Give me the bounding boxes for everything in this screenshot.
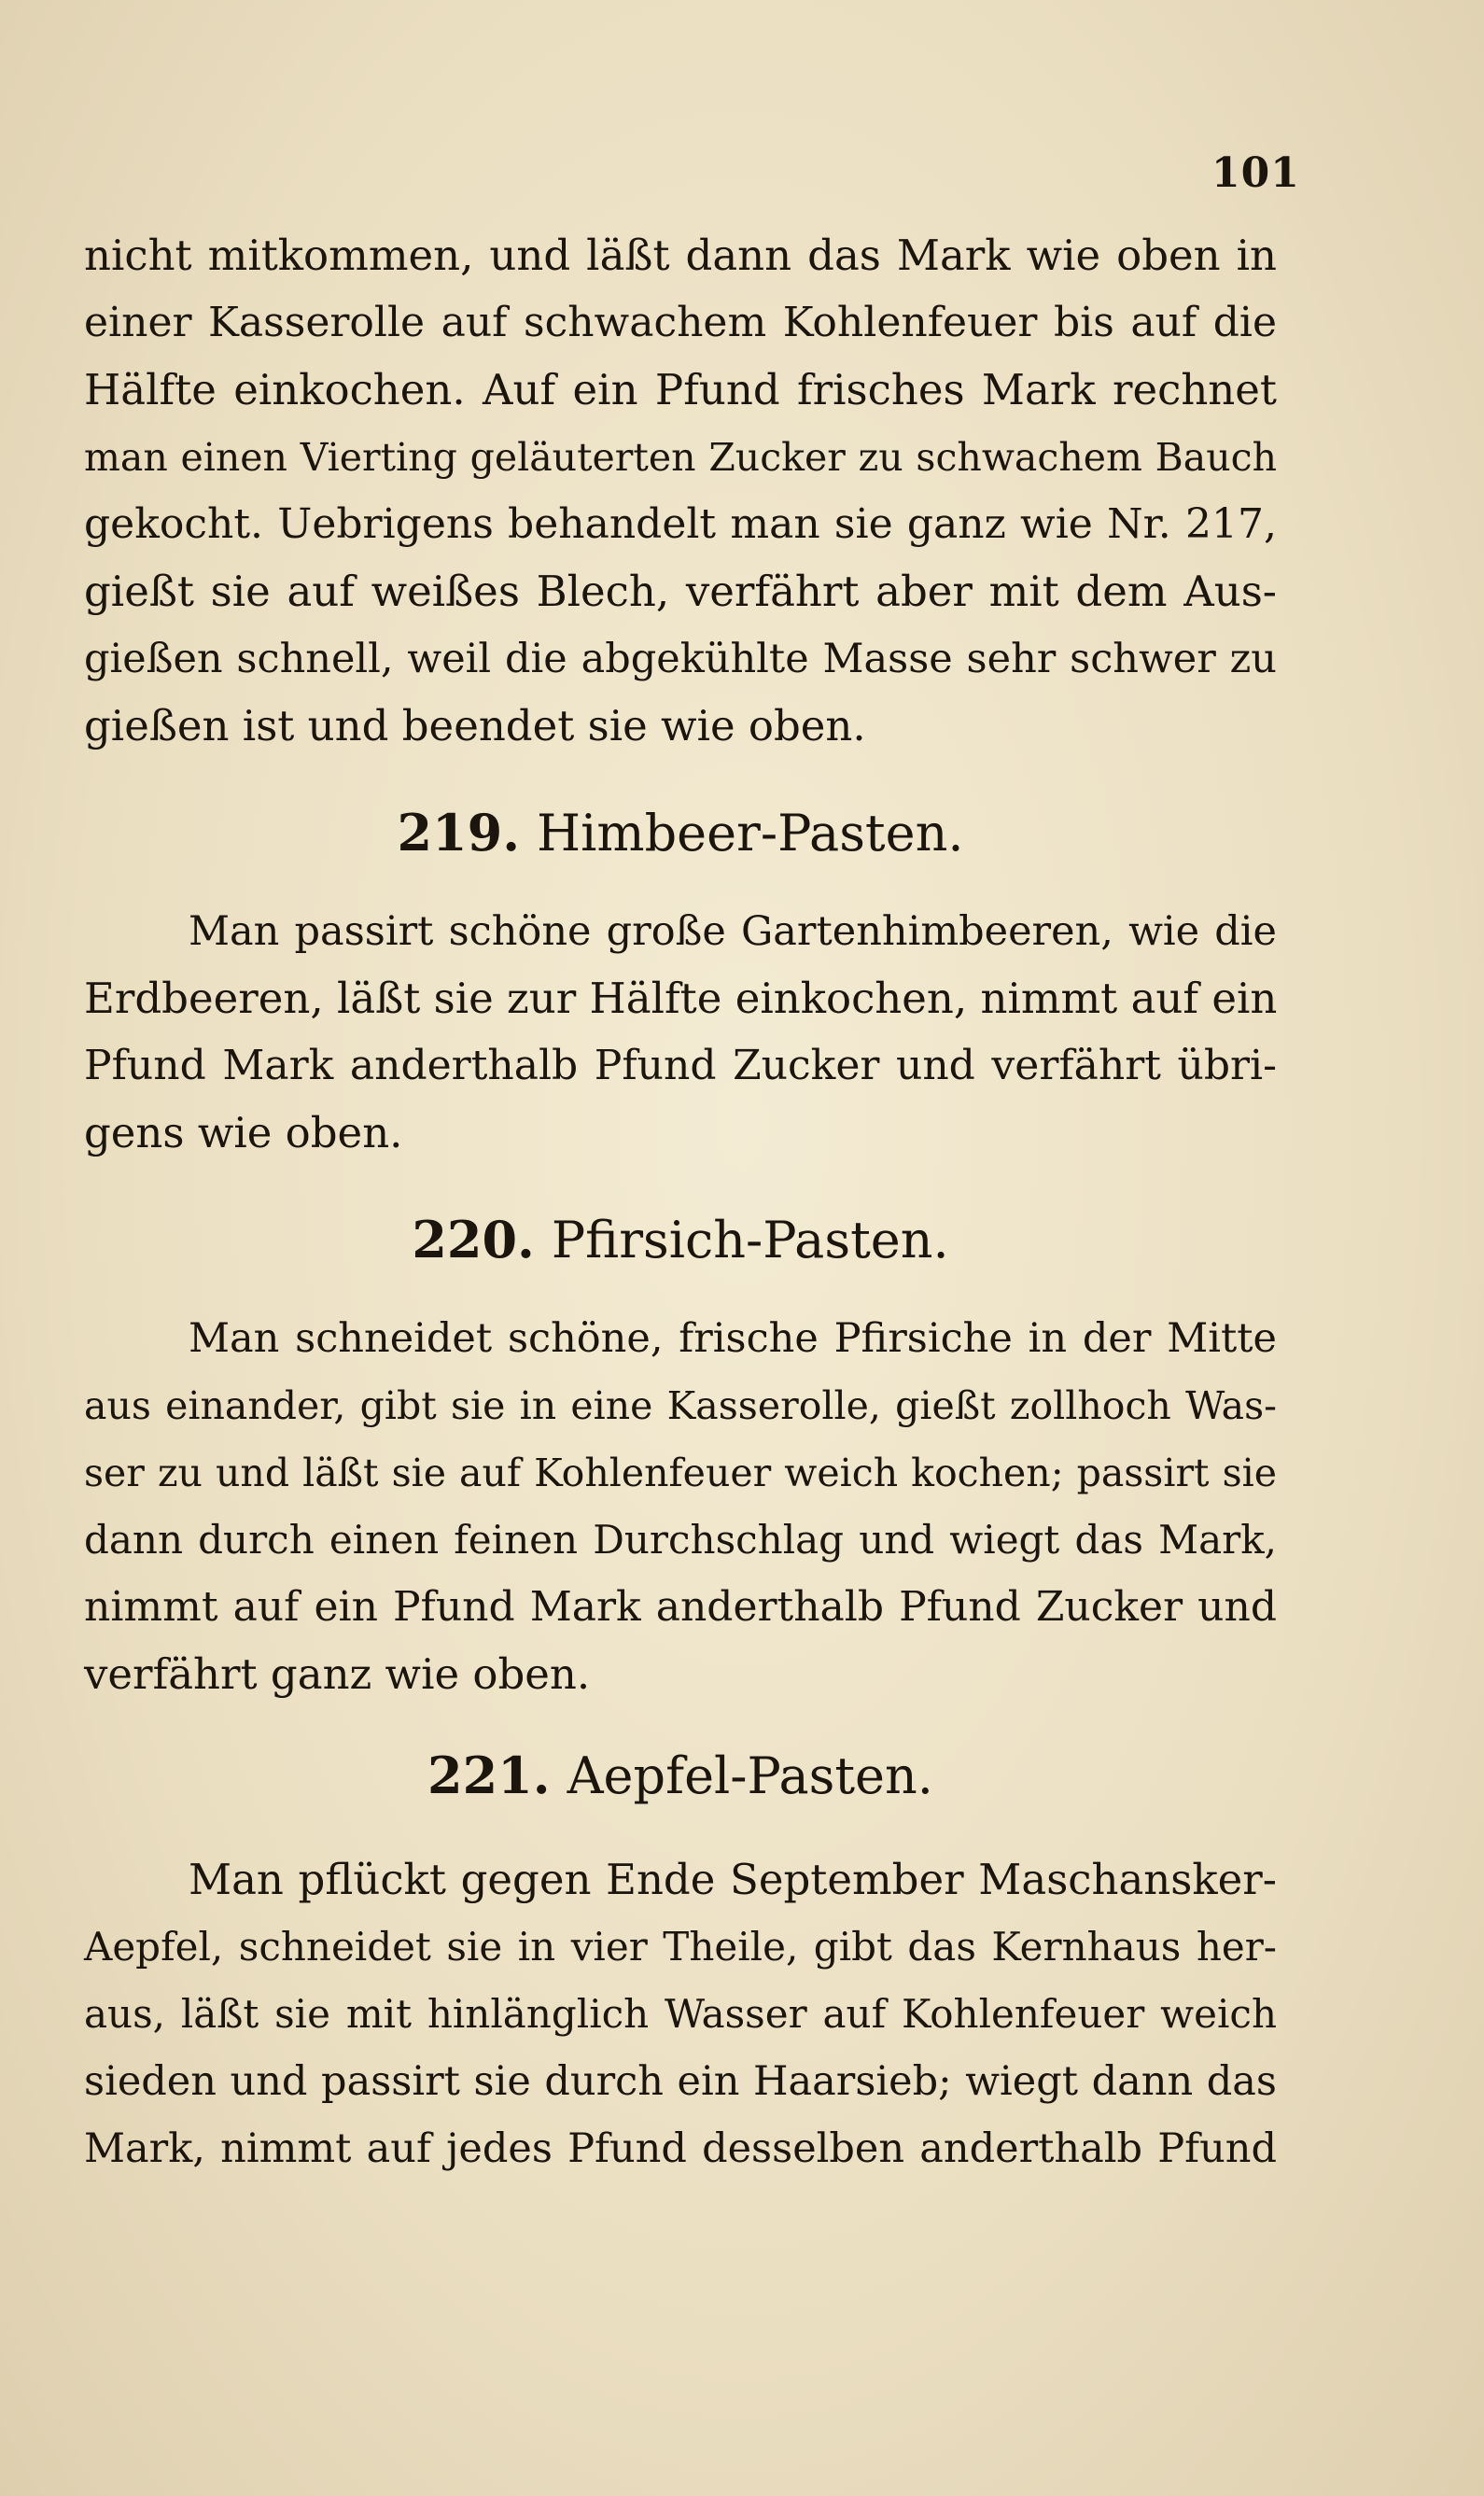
page-number: 101 (1211, 149, 1300, 197)
text-line: sieden und passirt sie durch ein Haarsieb; wiegt dann das (84, 2058, 1277, 2105)
text-line: nimmt auf ein Pfund Mark anderthalb Pfund Zucker und (84, 1583, 1277, 1631)
text-line: gießt sie auf weißes Blech, verfährt aber mit dem Aus- (84, 567, 1277, 616)
recipe-title: Pfirsich-Pasten. (551, 1211, 949, 1269)
text-line: nicht mitkommen, und läßt dann das Mark wie oben in (84, 231, 1277, 280)
text-line: gens wie oben. (84, 1108, 403, 1157)
text-line: Erdbeeren, läßt sie zur Hälfte einkochen, nimmt auf ein (84, 974, 1278, 1023)
text-line: verfährt ganz wie oben. (84, 1649, 591, 1699)
recipe-number: 220. (412, 1210, 535, 1269)
text-line: dann durch einen feinen Durchschlag und wiegt das Mark, (84, 1517, 1277, 1563)
text-line: gießen schnell, weil die abgekühlte Masse sehr schwer zu (84, 636, 1277, 682)
recipe-number: 219. (397, 803, 520, 862)
text-line: ser zu und läßt sie auf Kohlenfeuer weich kochen; passirt sie (84, 1451, 1277, 1495)
text-line: aus einander, gibt sie in eine Kasserolle, gießt zollhoch Was- (84, 1383, 1277, 1428)
text-line: gießen ist und beendet sie wie oben. (84, 701, 866, 750)
paragraph-continuation (84, 222, 1277, 760)
heading-221 (84, 1738, 1277, 1813)
recipe-number: 221. (427, 1746, 551, 1805)
text-line: einer Kasserolle auf schwachem Kohlenfeuer bis auf die (84, 299, 1277, 346)
text-line: Hälfte einkochen. Auf ein Pfund frisches Mark rechnet (84, 365, 1277, 414)
heading-220 (84, 1202, 1277, 1277)
text-line: Man passirt schöne große Gartenhimbeeren, wie die (189, 908, 1277, 955)
paragraph-220 (84, 1305, 1277, 1708)
text-line: Man schneidet schöne, frische Pfirsiche in der Mitte (189, 1315, 1277, 1362)
text-line: Man pflückt gegen Ende September Maschansker- (189, 1855, 1277, 1904)
paragraph-221 (84, 1846, 1277, 2182)
text-line: Mark, nimmt auf jedes Pfund desselben anderthalb Pfund (84, 2125, 1277, 2172)
recipe-title: Himbeer-Pasten. (537, 804, 964, 862)
recipe-title: Aepfel-Pasten. (567, 1746, 933, 1805)
text-line: aus, läßt sie mit hinlänglich Wasser auf Kohlenfeuer weich (84, 1991, 1277, 2037)
paragraph-219 (84, 898, 1277, 1167)
heading-219 (84, 795, 1277, 870)
text-line: man einen Vierting geläuterten Zucker zu schwachem Bauch (84, 435, 1277, 480)
text-line: gekocht. Uebrigens behandelt man sie ganz wie Nr. 217, (84, 500, 1277, 548)
text-line: Pfund Mark anderthalb Pfund Zucker und verfährt übri- (84, 1042, 1277, 1089)
text-line: Aepfel, schneidet sie in vier Theile, gibt das Kernhaus her- (84, 1924, 1277, 1970)
